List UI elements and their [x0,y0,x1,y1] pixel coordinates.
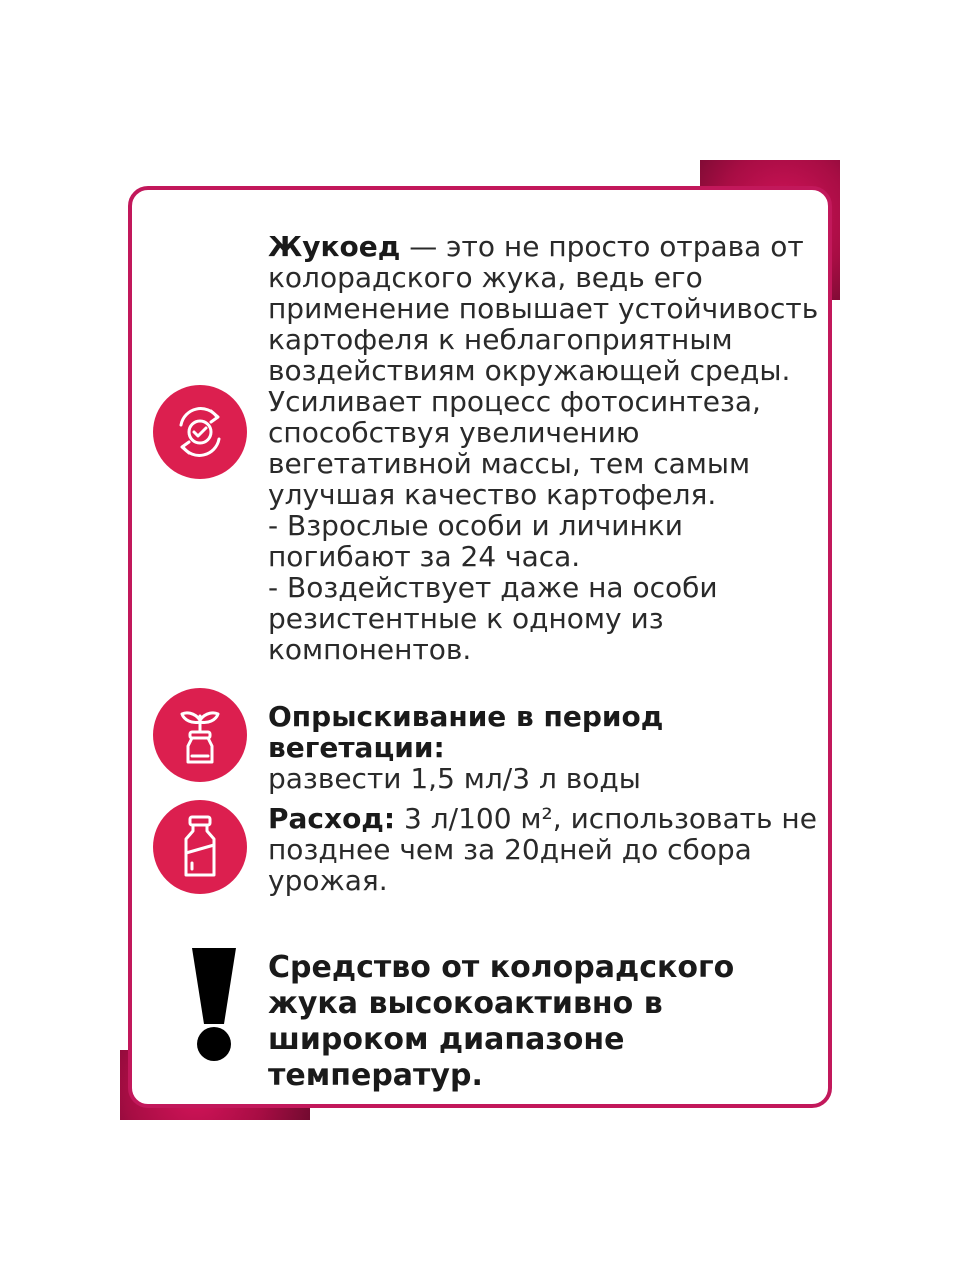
bottle-icon [153,800,247,894]
description-text: — это не просто отрава от колорадского жука, ведь его применение повышает устойчивость картофеля к неблагоприятным воздействиям окружающей среды. Усиливает процесс фотосинтеза, способствуя увеличению вегетативной массы, тем самым улучшая качество картофеля. [268,230,819,511]
spraying-block [268,701,828,794]
bullet-resistant: - Воздействует даже на особи резистентные к одному из компонентов. [268,571,718,666]
spraying-heading: Опрыскивание в период вегетации: [268,700,664,764]
warning-text: Средство от колорадского жука высокоактивно в широком диапазоне температур. [268,950,735,1093]
consumption-heading: Расход: [268,802,396,835]
exclamation-icon [184,948,244,1062]
spraying-text: развести 1,5 мл/3 л воды [268,762,641,795]
description-block [268,231,828,665]
cycle-check-icon [153,385,247,479]
sprout-jar-icon [153,688,247,782]
bullet-adults-larvae: - Взрослые особи и личинки погибают за 24 часа. [268,509,683,573]
consumption-block [268,803,828,896]
product-name: Жукоед [268,230,401,263]
consumption-text: 3 л/100 м², использовать не позднее чем за 20дней до сбора урожая. [268,802,817,897]
